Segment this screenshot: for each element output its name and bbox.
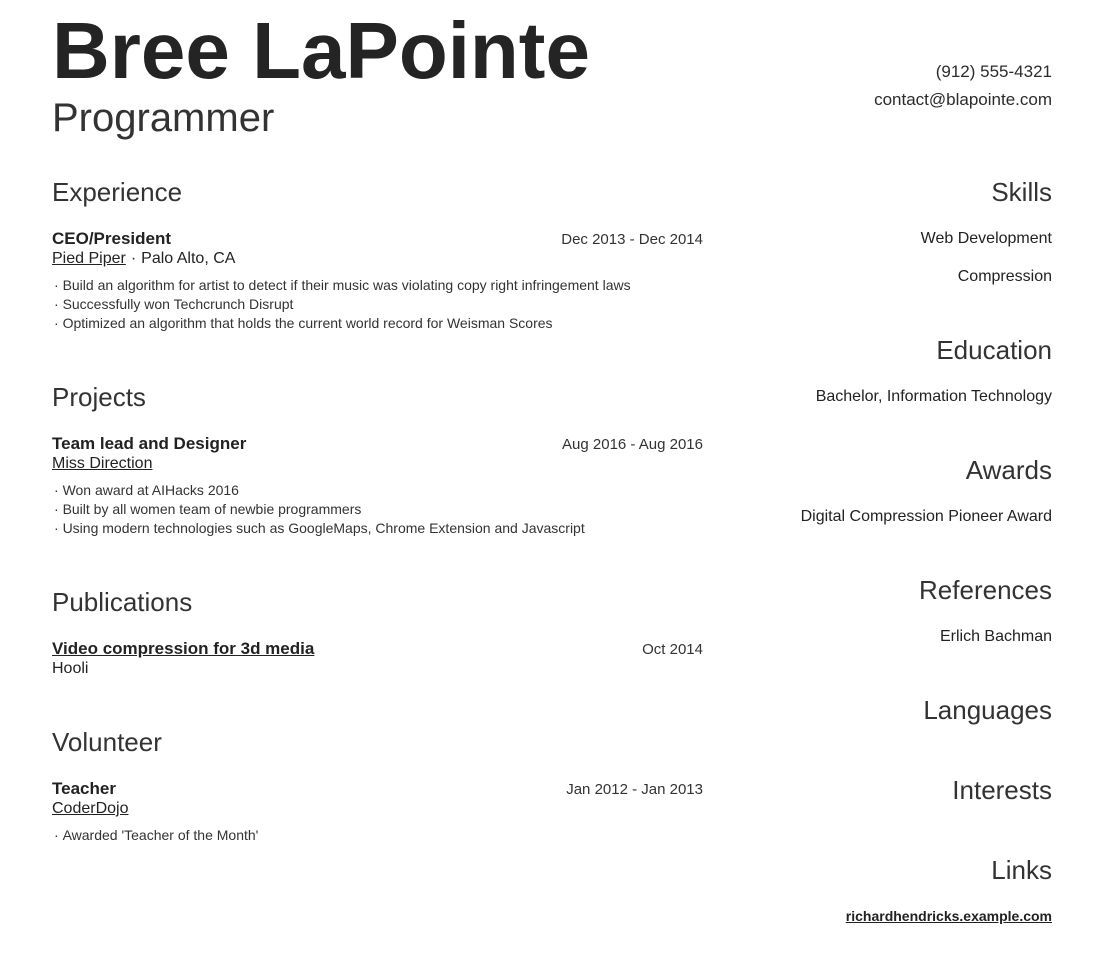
entry-org-line [52,799,703,818]
highlight-item: · Optimized an algorithm that holds the current world record for Weisman Scores [54,314,703,333]
contact-email: contact@blapointe.com [874,90,1052,109]
entry [52,639,703,678]
entry-date: Jan 2012 - Jan 2013 [566,781,703,798]
right-item: Compression [957,268,1052,285]
org-link[interactable]: CoderDojo [52,800,129,817]
entry-header [52,639,703,659]
section-heading: Education [936,335,1052,365]
section-heading: Publications [52,587,193,617]
org-link[interactable]: Miss Direction [52,455,153,472]
entry-header [52,229,703,249]
right-item: Web Development [920,230,1052,247]
highlights-list [52,481,703,538]
org-link[interactable]: Pied Piper [52,250,126,267]
resume-header [52,7,1052,141]
entry-date: Aug 2016 - Aug 2016 [562,436,703,453]
org-separator: · [130,250,137,267]
entry [52,434,703,538]
highlight-item: · Using modern technologies such as GoogleMaps, Chrome Extension and Javascript [54,519,703,538]
section-languages [703,694,1052,726]
section-heading: Awards [965,455,1052,485]
entry-org-line [52,659,703,678]
org-name: Hooli [52,660,89,677]
entry-title: CEO/President [52,229,172,248]
entry-title-link[interactable]: Video compression for 3d media [52,639,315,658]
section-heading: Projects [52,382,146,412]
entry-org-line [52,454,703,473]
entry-header [52,779,703,799]
section-references [703,574,1052,646]
section-heading: Volunteer [52,727,162,757]
highlight-item: · Built by all women team of newbie programmers [54,500,703,519]
content-columns [52,176,1052,974]
section-awards [703,454,1052,526]
section-experience [52,176,703,333]
left-column [52,176,703,974]
right-item: Bachelor, Information Technology [815,388,1052,405]
highlight-item: · Build an algorithm for artist to detect if their music was violating copy right infringement laws [54,276,703,295]
section-heading: Skills [991,177,1052,207]
person-name: Bree LaPointe [52,6,590,95]
section-skills [703,176,1052,286]
right-item: Digital Compression Pioneer Award [800,508,1052,525]
highlight-item: · Won award at AIHacks 2016 [54,481,703,500]
highlights-list [52,276,703,333]
entry-date: Dec 2013 - Dec 2014 [561,231,703,248]
highlight-item: · Awarded 'Teacher of the Month' [54,826,703,845]
link-item[interactable]: richardhendricks.example.com [845,908,1052,924]
section-links [703,854,1052,926]
entry-header [52,434,703,454]
entry [52,229,703,333]
section-publications [52,586,703,678]
entry [52,779,703,845]
section-heading: Interests [952,775,1052,805]
section-interests [703,774,1052,806]
right-column [703,176,1052,974]
section-projects [52,381,703,538]
entry-org-line [52,249,703,268]
right-item: Erlich Bachman [939,628,1052,645]
person-role: Programmer [52,96,275,140]
contact-phone: (912) 555-4321 [935,62,1052,81]
section-volunteer [52,726,703,845]
entry-title: Teacher [52,779,116,798]
section-education [703,334,1052,406]
section-heading: Experience [52,177,183,207]
section-heading: Languages [923,695,1052,725]
highlights-list [52,826,703,845]
entry-title: Team lead and Designer [52,434,247,453]
org-location: Palo Alto, CA [141,250,236,267]
section-heading: References [919,575,1052,605]
entry-date: Oct 2014 [642,641,703,658]
section-heading: Links [991,855,1052,885]
contact-block [874,58,1052,114]
highlight-item: · Successfully won Techcrunch Disrupt [54,295,703,314]
